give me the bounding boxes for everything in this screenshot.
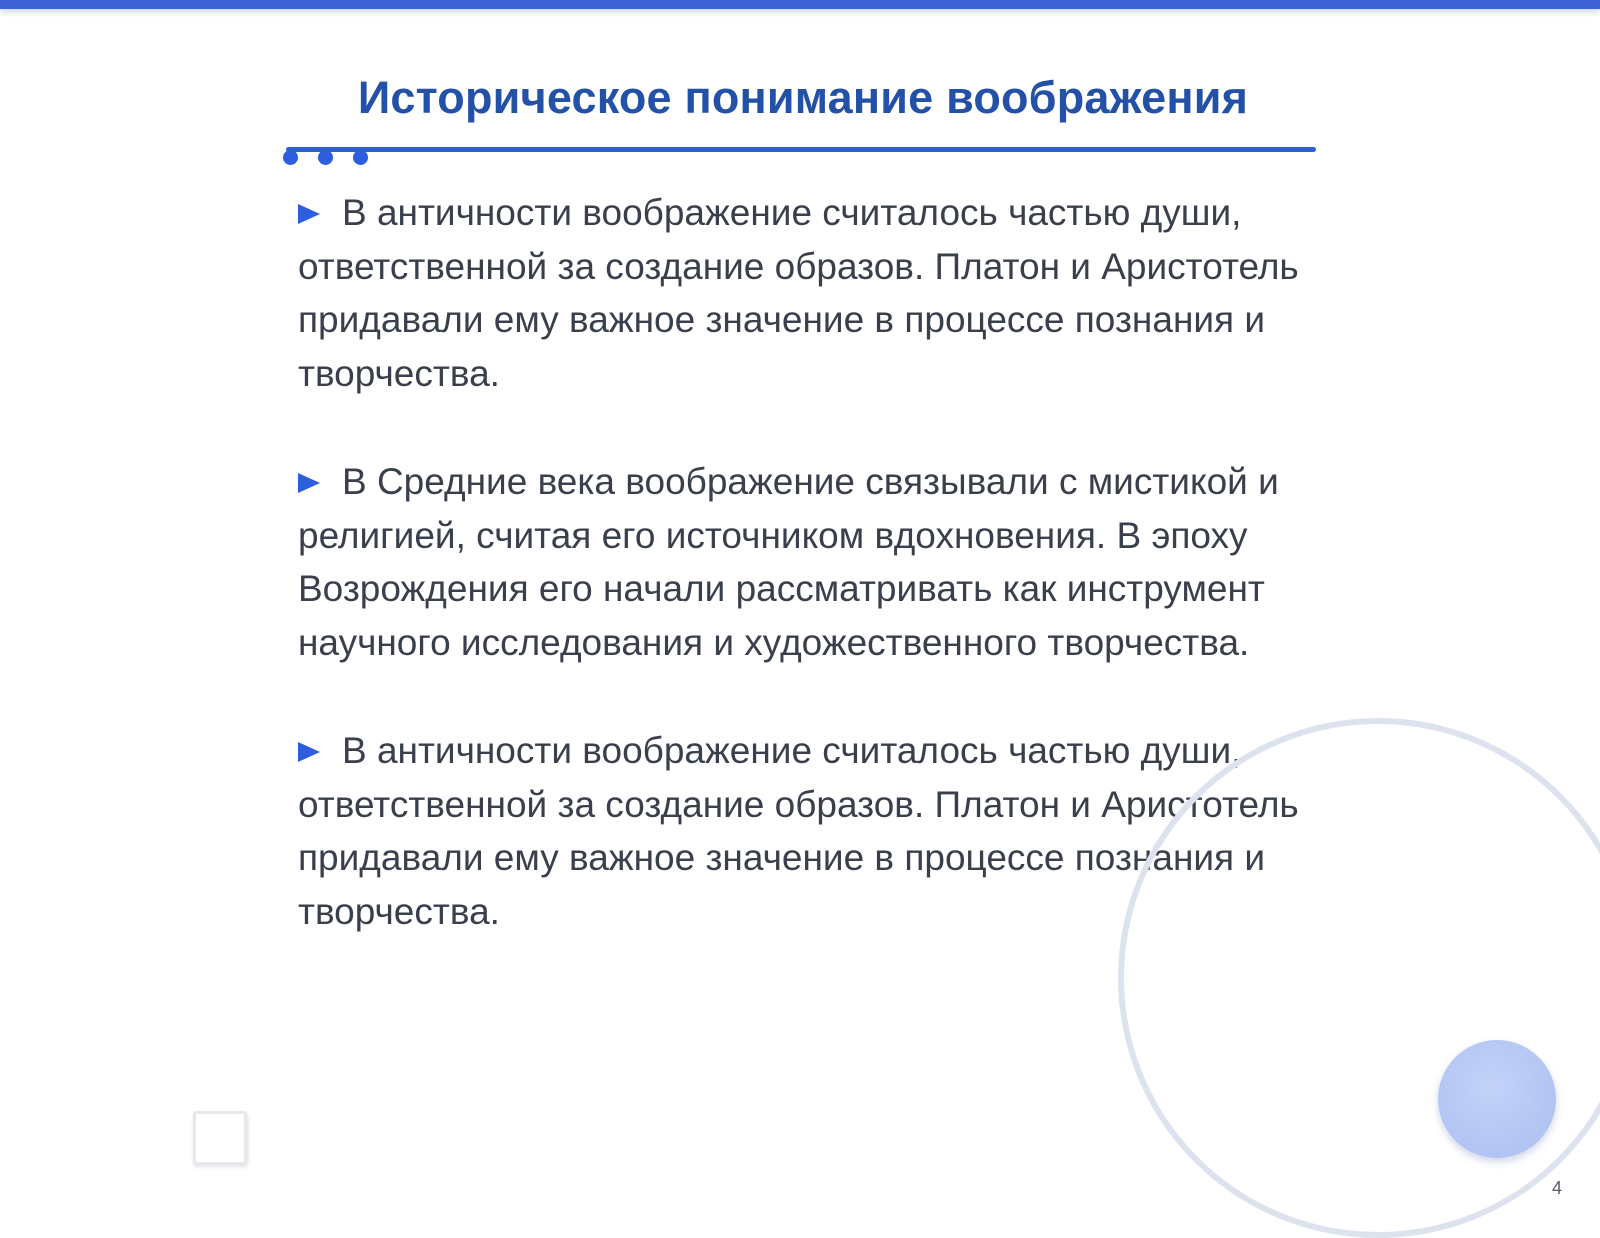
- slide-title: Историческое понимание воображения: [357, 72, 1249, 123]
- bullet-text: В античности воображение считалось частью души, ответственной за создание образов. Платон и Аристотель придавали ему важное значение в процессе познания и творчества.: [298, 730, 1299, 932]
- decorative-circle: [1438, 1040, 1556, 1158]
- bullet-paragraph: [298, 455, 1308, 669]
- page-number: 4: [1552, 1178, 1563, 1198]
- top-accent-bar: [0, 0, 1600, 9]
- bullet-text: В Средние века воображение связывали с мистикой и религией, считая его источником вдохновения. В эпоху Возрождения его начали рассматривать как инструмент научного исследования и художественного творчества.: [298, 461, 1279, 663]
- triangle-right-icon: [298, 204, 320, 224]
- decorative-dot: [318, 150, 333, 165]
- decorative-square: [193, 1111, 247, 1165]
- decorative-dot: [353, 150, 368, 165]
- bullet-text: В античности воображение считалось частью души, ответственной за создание образов. Платон и Аристотель придавали ему важное значение в процессе познания и творчества.: [298, 192, 1299, 394]
- triangle-right-icon: [298, 473, 320, 493]
- decorative-dot: [283, 150, 298, 165]
- bullet-paragraph: [298, 186, 1308, 400]
- title-underline: [286, 147, 1316, 152]
- triangle-right-icon: [298, 742, 320, 762]
